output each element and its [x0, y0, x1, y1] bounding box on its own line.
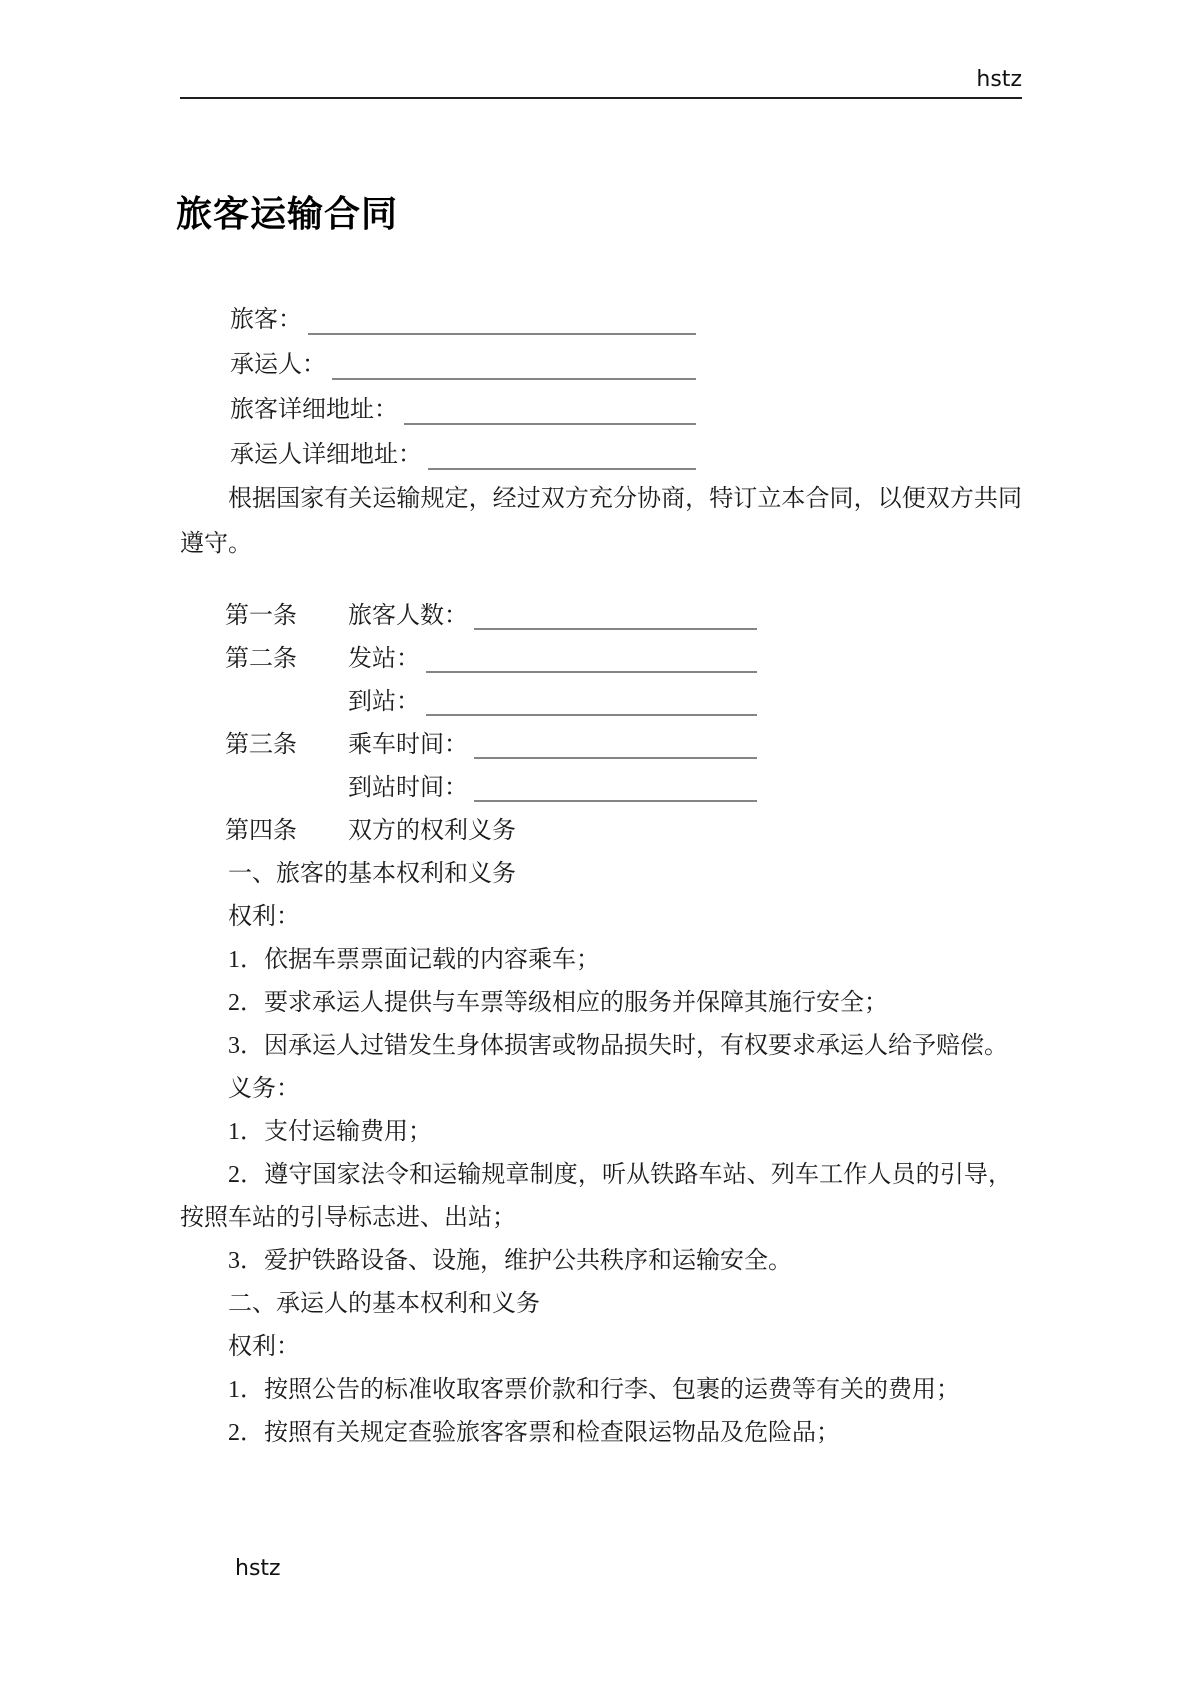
rights-obligations-label: 双方的权利义务 — [348, 818, 516, 844]
passenger-address-label: 旅客详细地址： — [230, 397, 398, 423]
form-row-carrier-address — [180, 433, 696, 478]
article-row-arrival-station — [180, 681, 757, 724]
arrival-time-label: 到站时间： — [348, 775, 468, 801]
carrier-address-blank-field[interactable] — [428, 433, 696, 470]
article-row-departure-station — [180, 638, 757, 681]
clause-paragraph: 3．因承运人过错发生身体损害或物品损失时，有权要求承运人给予赔偿。 — [228, 1033, 1008, 1059]
article-number — [225, 767, 348, 810]
header-text: hstz — [976, 67, 1022, 92]
form-row-carrier — [180, 343, 696, 388]
arrival-station-label: 到站： — [348, 689, 420, 715]
clause-paragraph: 1．依据车票票面记载的内容乘车； — [228, 947, 600, 973]
passenger-label: 旅客： — [230, 307, 302, 333]
clause-paragraph: 1．支付运输费用； — [228, 1119, 432, 1145]
arrival-time-blank-field[interactable] — [474, 767, 757, 802]
carrier-label: 承运人： — [230, 352, 326, 378]
passenger-count-blank-field[interactable] — [474, 595, 757, 630]
article-row-arrival-time — [180, 767, 757, 810]
party-form-block — [180, 298, 696, 478]
clause-paragraph: 权利： — [228, 1334, 300, 1360]
clause-paragraph: 2．按照有关规定查验旅客客票和检查限运物品及危险品； — [228, 1420, 840, 1446]
passenger-count-label: 旅客人数： — [348, 603, 468, 629]
article-number: 第一条 — [225, 603, 297, 629]
clause-paragraph: 2．遵守国家法令和运输规章制度，听从铁路车站、列车工作人员的引导，按照车站的引导标志进、出站； — [180, 1162, 1012, 1231]
departure-station-blank-field[interactable] — [426, 638, 757, 673]
article-number: 第三条 — [225, 732, 297, 758]
boarding-time-label: 乘车时间： — [348, 732, 468, 758]
clause-paragraph: 一、旅客的基本权利和义务 — [228, 861, 516, 887]
article-row-passenger-count — [180, 595, 757, 638]
articles-block — [180, 595, 757, 853]
arrival-station-blank-field[interactable] — [426, 681, 757, 716]
clause-paragraph: 1．按照公告的标准收取客票价款和行李、包裹的运费等有关的费用； — [228, 1377, 960, 1403]
passenger-blank-field[interactable] — [308, 298, 696, 335]
clause-paragraph: 义务： — [228, 1076, 300, 1102]
boarding-time-blank-field[interactable] — [474, 724, 757, 759]
page-header — [180, 66, 1022, 99]
page-title: 旅客运输合同 — [176, 193, 399, 234]
article-number — [225, 681, 348, 724]
form-row-passenger-address — [180, 388, 696, 433]
clause-paragraph: 二、承运人的基本权利和义务 — [228, 1291, 540, 1317]
clause-paragraph: 3．爱护铁路设备、设施，维护公共秩序和运输安全。 — [228, 1248, 792, 1274]
form-row-passenger — [180, 298, 696, 343]
passenger-address-blank-field[interactable] — [404, 388, 696, 425]
clause-paragraph: 2．要求承运人提供与车票等级相应的服务并保障其施行安全； — [228, 990, 888, 1016]
departure-station-label: 发站： — [348, 646, 420, 672]
carrier-address-label: 承运人详细地址： — [230, 442, 422, 468]
article-number: 第四条 — [225, 818, 297, 844]
article-row-rights-obligations — [180, 810, 880, 853]
intro-paragraph: 根据国家有关运输规定，经过双方充分协商，特订立本合同，以便双方共同遵守。 — [180, 486, 1022, 557]
page-footer — [235, 1556, 281, 1581]
carrier-blank-field[interactable] — [332, 343, 696, 380]
article-row-boarding-time — [180, 724, 757, 767]
clause-paragraph: 权利： — [228, 904, 300, 930]
clauses-block — [180, 853, 1012, 1455]
footer-text: hstz — [235, 1556, 281, 1581]
article-number: 第二条 — [225, 646, 297, 672]
